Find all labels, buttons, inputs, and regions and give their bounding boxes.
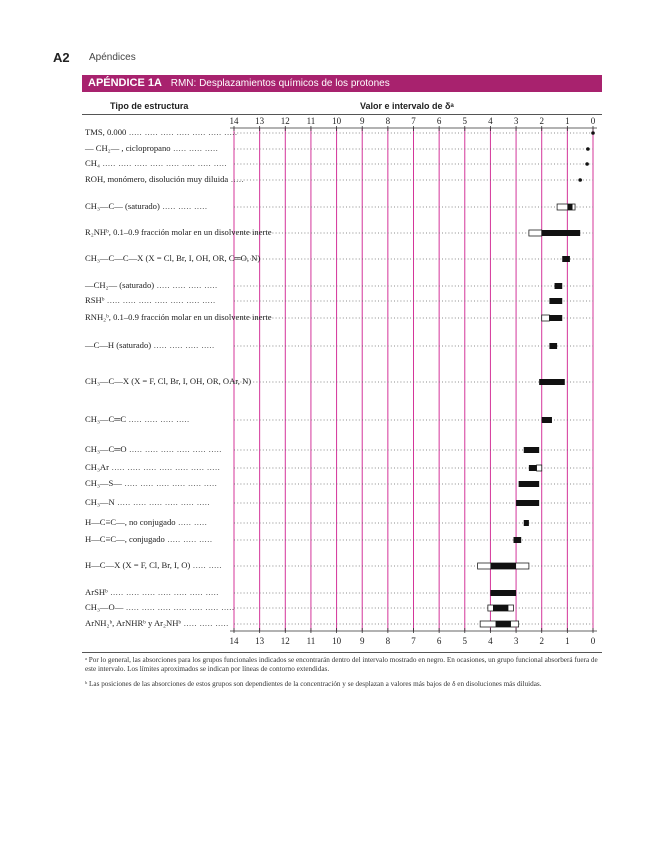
range-solid xyxy=(493,605,508,611)
range-solid xyxy=(555,283,563,289)
structure-text: —C—H (saturado) xyxy=(85,340,152,350)
leader-dots: ..... ..... ..... ..... ..... ..... xyxy=(121,478,218,488)
structure-label xyxy=(85,340,215,350)
range-solid xyxy=(524,520,529,526)
axis-tick-label-top: 5 xyxy=(462,116,468,126)
leader-dots: ..... ..... ..... ..... ..... ..... ..... xyxy=(126,127,238,137)
axis-tick-label-top: 6 xyxy=(436,116,442,126)
axis-tick-label-bottom: 6 xyxy=(436,636,442,646)
axis-tick-label-bottom: 12 xyxy=(280,636,290,646)
axis-tick-label-bottom: 7 xyxy=(411,636,416,646)
structure-text: CH₃—O— xyxy=(85,602,124,612)
footnote-b: ᵇ Las posiciones de las absorciones de estos grupos son dependientes de la concentración y se desplazan a valores más bajos de δ en disoluciones más diluidas. xyxy=(85,680,542,688)
structure-label xyxy=(85,295,216,305)
structure-label xyxy=(85,444,222,454)
axis-tick-label-bottom: 5 xyxy=(462,636,468,646)
range-solid xyxy=(519,481,540,487)
structure-label xyxy=(85,602,235,612)
range-solid xyxy=(490,563,516,569)
range-solid xyxy=(539,379,565,385)
range-solid xyxy=(567,204,572,210)
range-solid xyxy=(549,315,562,321)
footnote-rule xyxy=(82,652,602,653)
leader-dots: ..... ..... ..... ..... ..... ..... ..... xyxy=(123,602,235,612)
structure-text: ArSHᵇ xyxy=(85,587,108,597)
axis-tick-label-top: 14 xyxy=(229,116,239,126)
structure-label xyxy=(85,253,260,263)
structure-label xyxy=(85,227,272,237)
leader-dots: ..... ..... ..... ..... ..... ..... xyxy=(126,444,222,454)
axis-tick-label-top: 8 xyxy=(385,116,391,126)
axis-tick-label-top: 11 xyxy=(306,116,316,126)
structure-label xyxy=(85,414,190,424)
range-solid xyxy=(516,500,539,506)
axis-tick-label-bottom: 10 xyxy=(332,636,342,646)
leader-dots: ..... ..... ..... ..... xyxy=(126,414,190,424)
structure-label xyxy=(85,127,238,137)
structure-label xyxy=(85,174,244,184)
axis-tick-label-bottom: 4 xyxy=(488,636,493,646)
leader-dots: ..... xyxy=(228,174,245,184)
structure-text: H—C≡C—, conjugado xyxy=(85,534,165,544)
axis-tick-label-bottom: 14 xyxy=(229,636,239,646)
axis-tick-label-top: 9 xyxy=(359,116,365,126)
structure-text: ROH, monómero, disolución muy diluida xyxy=(85,174,229,184)
range-solid xyxy=(529,465,537,471)
structure-text: CH₃—C— (saturado) xyxy=(85,201,160,211)
appendix-code: APÉNDICE 1A xyxy=(88,77,162,89)
leader-dots: ..... ..... ..... ..... ..... ..... ..... xyxy=(104,295,216,305)
range-solid xyxy=(490,590,516,596)
range-outline xyxy=(542,315,550,321)
leader-dots: ..... ..... xyxy=(190,560,223,570)
leader-dots: ..... ..... ..... ..... ..... ..... xyxy=(114,497,211,507)
range-solid xyxy=(496,621,511,627)
structure-text: TMS, 0.000 xyxy=(85,127,127,137)
footnote-a: ᵃ Por lo general, las absorciones para los grupos funcionales indicados se encontrarán dentro del intervalo mostrado en negro. En ocasiones, un grupo funcional absorberá fuera de este intervalo. Los límites aproximados se indican por líneas de contorno extendidas. xyxy=(85,656,598,673)
structure-label xyxy=(85,517,207,527)
range-solid xyxy=(542,230,580,236)
structure-text: ArNH₂ᵇ, ArNHRᵇ y Ar₂NHᵇ xyxy=(85,618,182,628)
structure-label xyxy=(85,478,217,488)
leader-dots: ..... ..... ..... ..... xyxy=(154,280,218,290)
axis-tick-label-top: 10 xyxy=(332,116,342,126)
leader-dots: ..... ..... ..... xyxy=(170,143,219,153)
leader-dots: ..... ..... ..... xyxy=(164,534,213,544)
leader-dots: ..... ..... ..... ..... ..... ..... ..... xyxy=(109,462,221,472)
structure-text: RNH₂ᵇ, 0.1–0.9 fracción molar en un disolvente inerte xyxy=(85,312,272,322)
appendix-title: RMN: Desplazamientos químicos de los protones xyxy=(170,78,390,89)
leader-dots: ..... ..... xyxy=(175,517,208,527)
structure-text: — CH₂— , ciclopropano xyxy=(85,143,171,153)
structure-text: —CH₂— (saturado) xyxy=(85,280,155,290)
structure-text: RSHᵇ xyxy=(85,295,105,305)
axis-tick-label-bottom: 9 xyxy=(359,636,365,646)
structure-label xyxy=(85,462,220,472)
structure-text: CH₃—S— xyxy=(85,478,122,488)
leader-dots: ..... ..... ..... xyxy=(181,618,229,628)
axis-tick-label-top: 4 xyxy=(488,116,493,126)
axis-tick-label-bottom: 2 xyxy=(539,636,544,646)
axis-tick-label-top: 3 xyxy=(513,116,519,126)
structure-label xyxy=(85,312,272,322)
structure-label xyxy=(85,587,219,597)
range-solid xyxy=(514,537,522,543)
range-point xyxy=(591,131,595,135)
structure-label xyxy=(85,280,218,290)
structure-text: CH₃—C—C—X (X = Cl, Br, I, OH, OR, C═O, N) xyxy=(85,253,261,263)
range-solid xyxy=(549,343,557,349)
range-solid xyxy=(549,298,562,304)
structure-text: H—C—X (X = F, Cl, Br, I, O) xyxy=(85,560,191,570)
structure-text: CH₃Ar xyxy=(85,462,110,472)
column-header-structure: Tipo de estructura xyxy=(110,101,189,111)
axis-tick-label-top: 7 xyxy=(411,116,416,126)
structure-text: CH₃—N xyxy=(85,497,115,507)
structure-label xyxy=(85,201,208,211)
structure-text: H—C≡C—, no conjugado xyxy=(85,517,176,527)
axis-tick-label-bottom: 11 xyxy=(306,636,316,646)
range-solid xyxy=(524,447,539,453)
structure-text: CH₄ xyxy=(85,158,100,168)
axis-tick-label-top: 13 xyxy=(255,116,265,126)
structure-label xyxy=(85,158,227,168)
page-label: A2 xyxy=(53,50,70,65)
axis-tick-label-bottom: 13 xyxy=(255,636,265,646)
structure-text: CH₃—C═O xyxy=(85,444,127,454)
structure-label xyxy=(85,618,229,628)
range-outline xyxy=(529,230,542,236)
leader-dots: ..... ..... ..... ..... ..... ..... ..... xyxy=(107,587,219,597)
structure-text: R₂NHᵇ, 0.1–0.9 fracción molar en un disolvente inerte xyxy=(85,227,272,237)
range-solid xyxy=(542,417,552,423)
axis-tick-label-bottom: 0 xyxy=(590,636,596,646)
structure-text: CH₃—C—X (X = F, Cl, Br, I, OH, OR, OAr, N) xyxy=(85,376,252,386)
section-label: Apéndices xyxy=(89,52,136,63)
leader-dots: ..... ..... ..... ..... ..... ..... ..... ..... xyxy=(99,158,228,168)
axis-tick-label-bottom: 8 xyxy=(385,636,391,646)
structure-text: CH₃—C═C xyxy=(85,414,127,424)
structure-label xyxy=(85,497,210,507)
range-point xyxy=(586,147,590,151)
range-point xyxy=(585,162,589,166)
range-solid xyxy=(562,256,570,262)
axis-tick-label-top: 12 xyxy=(280,116,290,126)
axis-tick-label-bottom: 3 xyxy=(513,636,519,646)
axis-tick-label-top: 1 xyxy=(565,116,570,126)
axis-tick-label-top: 2 xyxy=(539,116,544,126)
axis-tick-label-bottom: 1 xyxy=(565,636,570,646)
structure-label xyxy=(85,560,222,570)
range-outline xyxy=(537,465,542,471)
range-point xyxy=(578,178,582,182)
structure-label xyxy=(85,376,251,386)
axis-tick-label-top: 0 xyxy=(590,116,596,126)
leader-dots: ..... ..... ..... xyxy=(159,201,208,211)
structure-label xyxy=(85,143,218,153)
leader-dots: ..... ..... ..... ..... xyxy=(151,340,215,350)
structure-label xyxy=(85,534,212,544)
column-header-delta: Valor e intervalo de δᵃ xyxy=(360,101,454,111)
